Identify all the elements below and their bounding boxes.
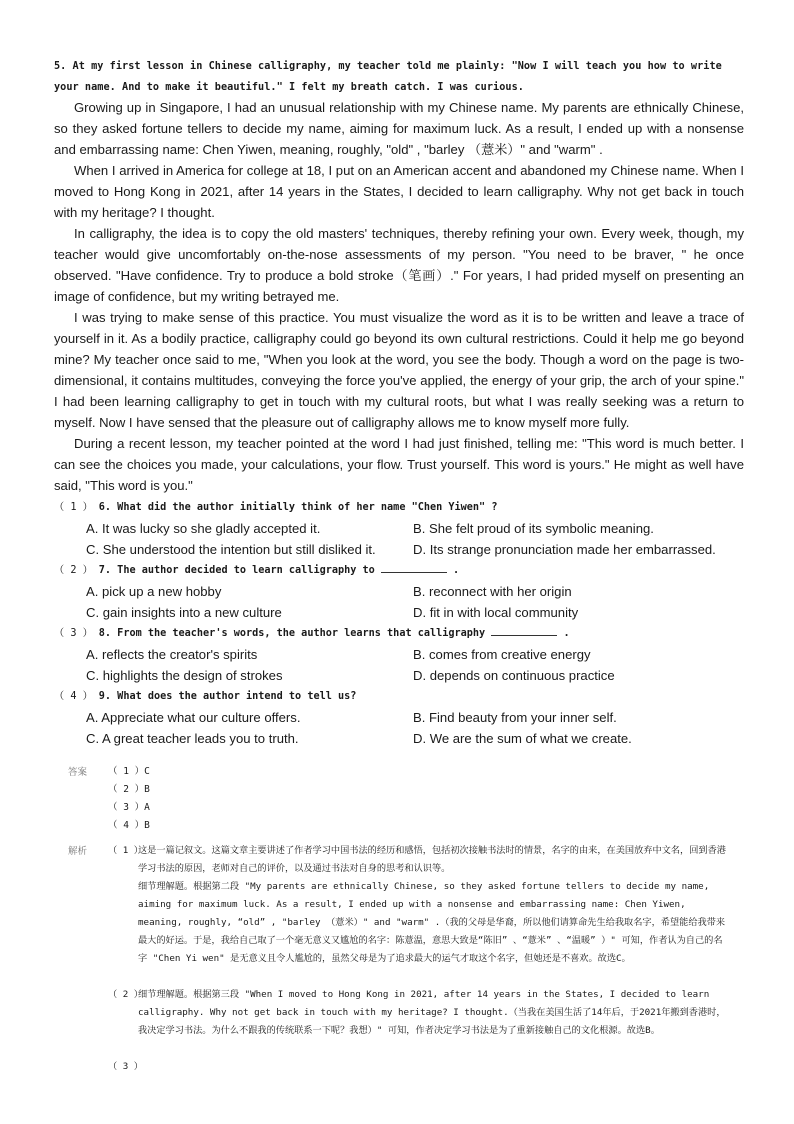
- answer-item: （ 2 ）B: [108, 784, 150, 795]
- option-b[interactable]: B. reconnect with her origin: [413, 584, 572, 599]
- option-a[interactable]: A. pick up a new hobby: [86, 584, 222, 599]
- analysis-label: 解析: [68, 846, 88, 857]
- option-c[interactable]: C. A great teacher leads you to truth.: [86, 731, 299, 746]
- options: [54, 518, 744, 560]
- analysis-tag: （ 1 ）: [108, 845, 143, 856]
- passage-paragraph: When I arrived in America for college at 18, I put on an American accent and abandoned my Chinese name. When I moved to Hong Kong in 2021, after 14 years in the States, I decided to learn calligraphy. Why not get back in touch with my heritage? I thought.: [54, 163, 744, 220]
- question-number: （ 1 ）: [54, 502, 93, 513]
- question-text: 6. What did the author initially think of her name "Chen Yiwen" ?: [98, 502, 498, 513]
- option-b[interactable]: B. She felt proud of its symbolic meaning.: [413, 521, 654, 536]
- passage-paragraph: I was trying to make sense of this practice. You must visualize the word as it is to be written and leave a trace of yourself in it. As a bodily practice, calligraphy could go beyond its own cultural restrictions. Could it help me go beyond mine? My teacher once said to me, "When you look at the word, you see the body. Though a word on the page is two-dimensional, it contains multitudes, conveying the force you've applied, the energy of your grip, the arch of your spine." I had been learning calligraphy to get in touch with my cultural roots, but what I was really seeking was a return to myself. Now I have sensed that the pleasure out of calligraphy allows me to know myself more fully.: [54, 310, 744, 430]
- question-8: [54, 623, 744, 686]
- analysis-tag: （ 2 ）: [108, 989, 143, 1000]
- analysis-part-1: [108, 842, 728, 968]
- question-stem: [54, 686, 744, 707]
- answer-list: [108, 763, 150, 835]
- option-a[interactable]: A. Appreciate what our culture offers.: [86, 710, 301, 725]
- options: [54, 707, 744, 749]
- analysis-tag: （ 3 ）: [108, 1061, 143, 1072]
- passage-paragraph: During a recent lesson, my teacher pointed at the word I had just finished, telling me: "This word is much better. I can see the choices you made, your calculations, your flow. Trust yourself. This word is yours." He might as well have said, "This word is you.": [54, 436, 744, 493]
- options: [54, 644, 744, 686]
- option-c[interactable]: C. highlights the design of strokes: [86, 668, 283, 683]
- option-c[interactable]: C. gain insights into a new culture: [86, 605, 282, 620]
- option-a[interactable]: A. reflects the creator's spirits: [86, 647, 258, 662]
- option-a[interactable]: A. It was lucky so she gladly accepted it.: [86, 521, 321, 536]
- question-text: 9. What does the author intend to tell us?: [98, 691, 357, 702]
- question-number: （ 3 ）: [54, 628, 93, 639]
- analysis-detail: 细节理解题。根据第三段 "When I moved to Hong Kong in 2021, after 14 years in the States, I decided to learn calligraphy. Why not get back in touch with my heritage? I thought.（当我在美国生活了14年后，于2021年搬到香港时，我决定学习书法。为什么不跟我的传统联系一下呢？我想）" 可知，作者决定学习书法是为了重新接触自己的文化根源。故选B。: [138, 989, 726, 1036]
- question-text: 8. From the teacher's words, the author learns that calligraphy: [98, 628, 492, 639]
- intro-line-2: your name. And to make it beautiful." I felt my breath catch. I was curious.: [54, 82, 524, 93]
- intro-line-1: 5. At my first lesson in Chinese calligraphy, my teacher told me plainly: "Now I will teach you how to write: [54, 61, 722, 72]
- question-stem: [54, 497, 744, 518]
- question-number: （ 2 ）: [54, 565, 93, 576]
- question-intro: [54, 56, 744, 98]
- analysis-detail: 细节理解题。根据第二段 "My parents are ethnically Chinese, so they asked fortune tellers to decide my name, aiming for maximum luck. As a result, I ended up with a nonsense and embarrassing name: Chen Yiwen, meaning, roughly, “old” , "barley （薏米）" and "warm" .（我的父母是华裔，所以他们请算命先生给我取名字，希望能给我带来最大的好运。于是，我给自己取了一个毫无意义又尴尬的名字：陈薏温，意思大致是“陈旧” 、“薏米” 、“温暖” ）" 可知，作者认为自己的名字 "Chen Yi wen" 是无意义且令人尴尬的，虽然父母是为了追求最大的运气才取这个名字，但她还是不喜欢。故选C。: [138, 881, 726, 964]
- analysis-part-3: [108, 1058, 728, 1076]
- answer-item: （ 3 ）A: [108, 802, 150, 813]
- analysis-part-2: [108, 986, 728, 1040]
- option-c[interactable]: C. She understood the intention but still disliked it.: [86, 542, 376, 557]
- option-b[interactable]: B. comes from creative energy: [413, 647, 591, 662]
- answer-blank[interactable]: [381, 562, 447, 573]
- passage-paragraph: In calligraphy, the idea is to copy the old masters' techniques, thereby refining your own. Every week, though, my teacher would give uncomfortably on-the-nose assessments of my person. "You need to be braver, " he once observed. "Have confidence. Try to produce a bold stroke（笔画）." For years, I had prided myself on presenting an image of confidence, but my writing betrayed me.: [54, 226, 744, 304]
- question-text: 7. The author decided to learn calligraphy to: [98, 565, 381, 576]
- answer-label: 答案: [68, 767, 88, 778]
- option-d[interactable]: D. fit in with local community: [413, 605, 579, 620]
- reading-passage: [54, 97, 744, 496]
- question-9: [54, 686, 744, 749]
- question-stem: [54, 623, 744, 644]
- option-b[interactable]: B. Find beauty from your inner self.: [413, 710, 617, 725]
- question-7: [54, 560, 744, 623]
- question-number: （ 4 ）: [54, 691, 93, 702]
- answer-item: （ 1 ）C: [108, 766, 150, 777]
- option-d[interactable]: D. We are the sum of what we create.: [413, 731, 632, 746]
- analysis-summary: 这是一篇记叙文。这篇文章主要讲述了作者学习中国书法的经历和感悟，包括初次接触书法时的情景，名字的由来，在美国放弃中文名，回到香港学习书法的原因，老师对自己的评价，以及通过书法对自身的思考和认识等。: [138, 845, 726, 874]
- answer-item: （ 4 ）B: [108, 820, 150, 831]
- options: [54, 581, 744, 623]
- question-6: [54, 497, 744, 560]
- question-text-end: .: [557, 628, 570, 639]
- option-d[interactable]: D. Its strange pronunciation made her embarrassed.: [413, 542, 716, 557]
- passage-paragraph: Growing up in Singapore, I had an unusual relationship with my Chinese name. My parents are ethnically Chinese, so they asked fortune tellers to decide my name, aiming for maximum luck. As a result, I ended up with a nonsense and embarrassing name: Chen Yiwen, meaning, roughly, "old" , "barley （薏米）" and "warm" .: [54, 100, 744, 157]
- answer-blank[interactable]: [491, 625, 557, 636]
- question-text-end: .: [446, 565, 460, 576]
- option-d[interactable]: D. depends on continuous practice: [413, 668, 615, 683]
- question-stem: [54, 560, 744, 581]
